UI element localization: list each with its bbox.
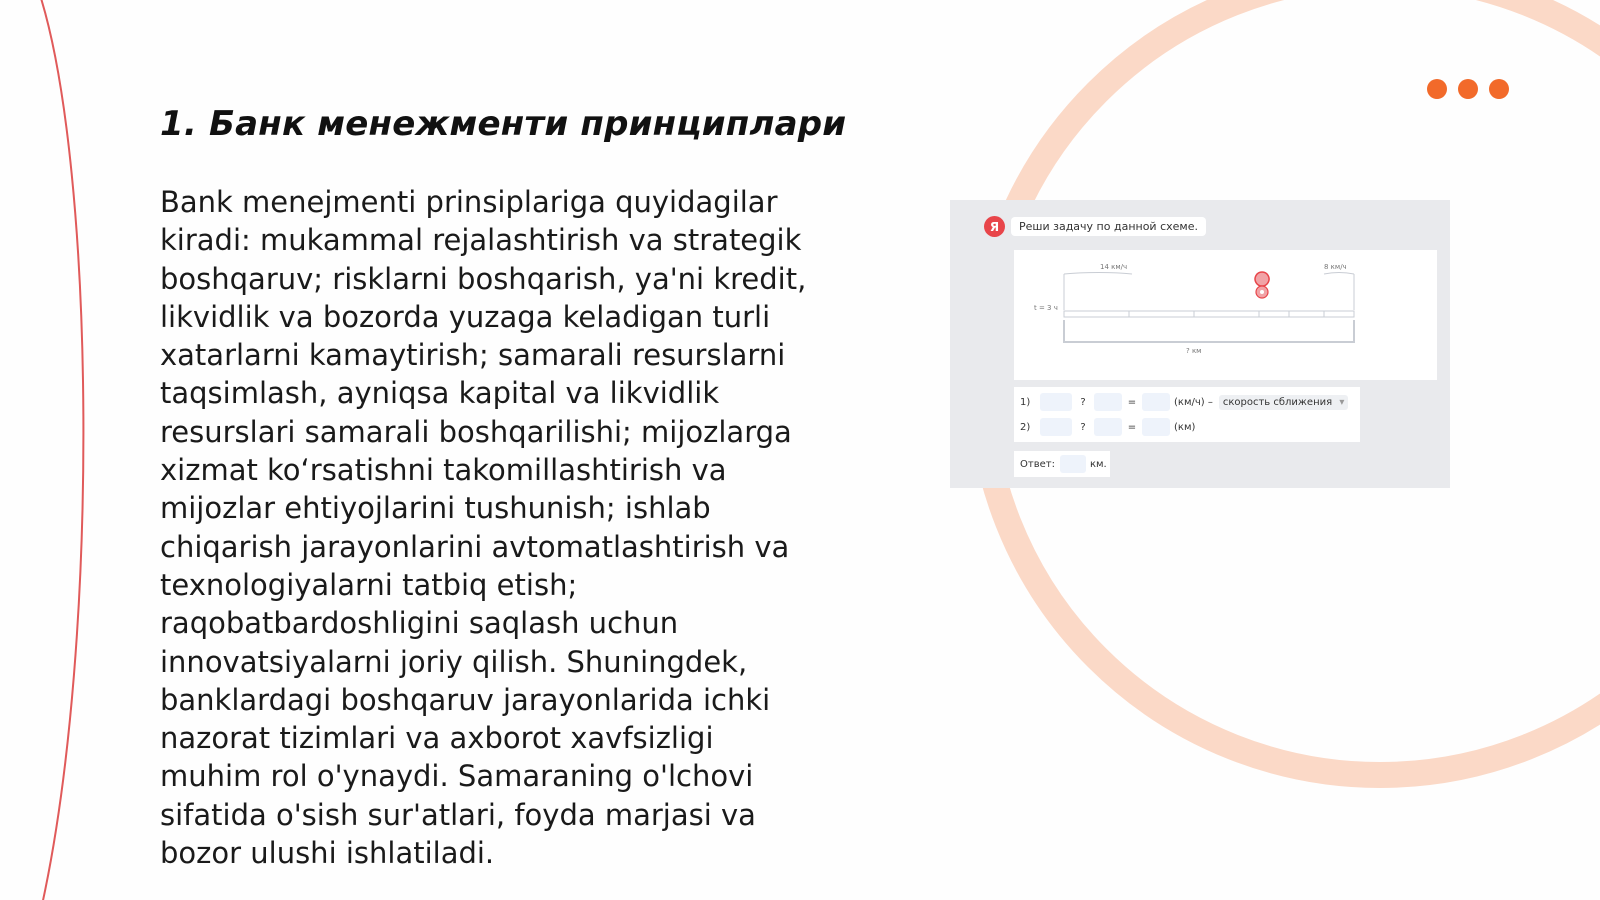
body-line: taqsimlash, ayniqsa kapital va likvidlik xyxy=(160,376,720,411)
operator-placeholder: ? xyxy=(1080,421,1086,433)
pin-dot xyxy=(1260,290,1264,294)
answer-label: Ответ: xyxy=(1020,458,1055,470)
answer-input[interactable] xyxy=(1040,393,1072,411)
solution-rows xyxy=(1014,387,1360,442)
body-line: resurslari samarali boshqarilishi; mijozlarga xyxy=(160,414,792,449)
operator-placeholder: ? xyxy=(1080,396,1086,408)
speed-right-label: 8 км/ч xyxy=(1324,263,1347,271)
body-line: sifatida o'sish sur'atlari, foyda marjasi va xyxy=(160,797,756,832)
answer-input[interactable] xyxy=(1142,418,1170,436)
distance-label: ? км xyxy=(1186,347,1202,355)
answer-input[interactable] xyxy=(1094,393,1122,411)
task-header xyxy=(984,216,1206,237)
equals-sign: = xyxy=(1127,421,1137,433)
decorative-left-curve xyxy=(40,0,83,900)
solution-row-1 xyxy=(1014,391,1348,413)
unit-label: (км/ч) – xyxy=(1174,396,1213,408)
solution-row-2 xyxy=(1014,416,1195,438)
final-answer-input[interactable] xyxy=(1060,455,1086,473)
body-line: kiradi: mukammal rejalashtirish va strategik xyxy=(160,223,802,258)
scheme-drawing xyxy=(1014,250,1437,380)
body-line: xatarlarni kamaytirish; samarali resurslarni xyxy=(160,338,786,373)
orange-dot xyxy=(1458,79,1478,99)
segment-bar xyxy=(1064,311,1354,317)
slide-title: 1. Банк менежменти принциплари xyxy=(160,104,847,144)
body-line: innovatsiyalarni joriy qilish. Shuningdek, xyxy=(160,644,748,679)
right-arc xyxy=(1324,273,1354,275)
body-line: nazorat tizimlari va axborot xavfsizligi xyxy=(160,721,714,756)
left-arc xyxy=(1064,273,1132,275)
answer-unit: км. xyxy=(1089,458,1107,470)
answer-input[interactable] xyxy=(1142,393,1170,411)
speed-left-label: 14 км/ч xyxy=(1100,263,1128,271)
answer-row xyxy=(1014,451,1110,477)
body-line: banklardagi boshqaruv jarayonlarida ichki xyxy=(160,682,771,717)
row-number: 2) xyxy=(1020,421,1031,433)
orange-dot xyxy=(1489,79,1509,99)
body-line: chiqarish jarayonlarini avtomatlashtirish va xyxy=(160,529,790,564)
yandex-logo: Я xyxy=(984,216,1005,237)
row-number: 1) xyxy=(1020,396,1031,408)
body-line: Bank menejmenti prinsiplariga quyidagilar xyxy=(160,185,778,219)
embedded-task-screenshot xyxy=(950,200,1450,488)
time-label: t = 3 ч xyxy=(1034,304,1058,312)
orange-dot xyxy=(1427,79,1447,99)
body-line: mijozlar ehtiyojlarini tushunish; ishlab xyxy=(160,491,711,526)
body-line: raqobatbardoshligini saqlash uchun xyxy=(160,606,679,641)
body-line: muhim rol o'ynaydi. Samaraning o'lchovi xyxy=(160,759,754,794)
chevron-down-icon: ▾ xyxy=(1339,396,1345,408)
select-value: скорость сближения xyxy=(1222,396,1333,408)
quantity-select[interactable] xyxy=(1219,395,1349,410)
distance-bracket xyxy=(1064,320,1354,342)
body-line: xizmat ko‘rsatishni takomillashtirish va xyxy=(160,453,727,488)
decorative-dots xyxy=(1427,79,1509,99)
body-line: likvidlik va bozorda yuzaga keladigan turli xyxy=(160,299,771,334)
motion-scheme xyxy=(1014,250,1437,380)
unit-label: (км) xyxy=(1174,421,1196,433)
body-line: boshqaruv; risklarni boshqarish, ya'ni kredit, xyxy=(160,261,807,296)
body-line: texnologiyalarni tatbiq etish; xyxy=(160,567,578,602)
answer-input[interactable] xyxy=(1040,418,1072,436)
task-prompt: Реши задачу по данной схеме. xyxy=(1011,217,1206,236)
body-line: bozor ulushi ishlatiladi. xyxy=(160,836,495,871)
equals-sign: = xyxy=(1127,396,1137,408)
answer-input[interactable] xyxy=(1094,418,1122,436)
slide-body-text xyxy=(160,183,860,872)
